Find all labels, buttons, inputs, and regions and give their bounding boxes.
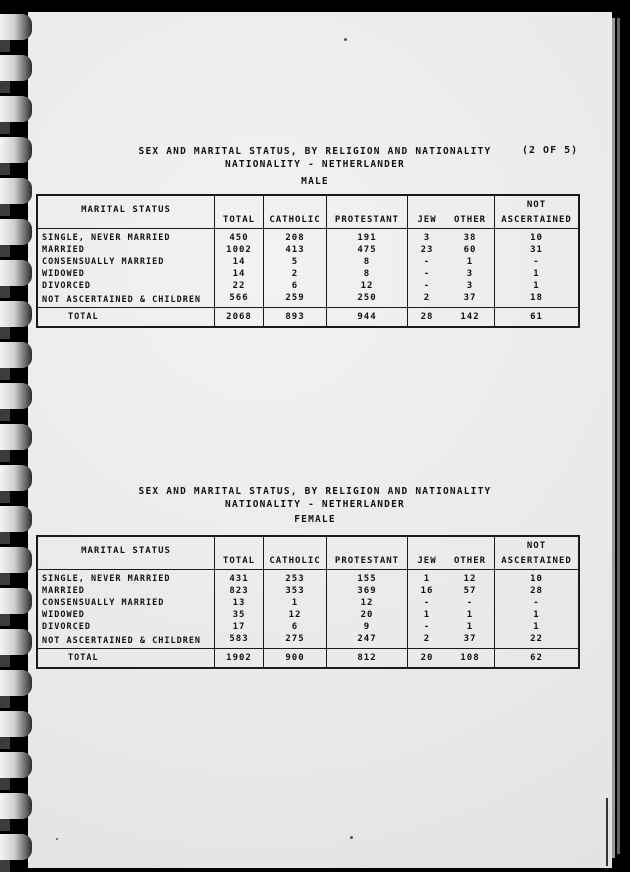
col-header-not-ascertained <box>495 536 580 570</box>
binding-ring-icon <box>0 424 32 450</box>
col-header-not-line1: NOT <box>526 541 547 551</box>
cell-total: 17 <box>215 621 264 633</box>
cell-catholic: 353 <box>264 585 327 597</box>
cell-total: 14 <box>215 256 264 268</box>
cell-jew: - <box>408 280 447 292</box>
row-label: DIVORCED <box>42 281 91 291</box>
cell-total: 35 <box>215 609 264 621</box>
binding-gap <box>0 243 10 257</box>
binding-gap <box>0 776 10 790</box>
cell-jew: - <box>408 597 447 609</box>
total-catholic: 893 <box>264 308 327 328</box>
cell-catholic: 1 <box>264 597 327 609</box>
cell-total: 14 <box>215 268 264 280</box>
binding-ring-icon <box>0 14 32 40</box>
cell-catholic: 5 <box>264 256 327 268</box>
col-header-not-line2: ASCERTAINED <box>501 215 572 225</box>
sex-label: FEMALE <box>294 514 336 525</box>
binding-ring-icon <box>0 547 32 573</box>
cell-not-ascertained: 1 <box>495 280 580 292</box>
ink-speck <box>56 838 58 840</box>
col-header-catholic: CATHOLIC <box>264 536 327 570</box>
nationality-subtitle: NATIONALITY - NETHERLANDER <box>225 159 405 170</box>
cell-not-ascertained: 1 <box>495 268 580 280</box>
cell-protestant: 8 <box>327 256 408 268</box>
cell-total: 450 <box>215 229 264 245</box>
table-row <box>37 585 579 597</box>
binding-ring-icon <box>0 219 32 245</box>
report-title: SEX AND MARITAL STATUS, BY RELIGION AND NATIONALITY <box>138 146 492 157</box>
col-header-total: TOTAL <box>215 195 264 229</box>
table-row <box>37 621 579 633</box>
cell-catholic: 6 <box>264 621 327 633</box>
total-label: TOTAL <box>37 649 215 669</box>
cell-protestant: 9 <box>327 621 408 633</box>
binding-ring-icon <box>0 588 32 614</box>
cell-protestant: 250 <box>327 292 408 308</box>
col-header-other: OTHER <box>446 536 495 570</box>
table-row <box>37 570 579 586</box>
col-header-protestant: PROTESTANT <box>327 195 408 229</box>
binding-gap <box>0 653 10 667</box>
cell-not-ascertained: 31 <box>495 244 580 256</box>
row-label: MARRIED <box>42 586 85 596</box>
cell-catholic: 275 <box>264 633 327 649</box>
cell-catholic: 253 <box>264 570 327 586</box>
row-label: CONSENSUALLY MARRIED <box>42 257 165 267</box>
cell-jew: 2 <box>408 633 447 649</box>
total-other: 108 <box>446 649 495 669</box>
cell-other: 60 <box>463 245 477 255</box>
table-row <box>37 609 579 621</box>
total-jew: 20 <box>408 649 447 669</box>
cell-not-ascertained: 1 <box>495 609 580 621</box>
binding-gap <box>0 79 10 93</box>
total-jew: 28 <box>408 308 447 328</box>
col-header-marital-status: MARITAL STATUS <box>37 195 215 229</box>
binding-gap <box>0 571 10 585</box>
table-row <box>37 280 579 292</box>
cell-total: 583 <box>215 633 264 649</box>
binding-ring-icon <box>0 629 32 655</box>
table-row <box>37 268 579 280</box>
binding-gap <box>0 120 10 134</box>
binding-gap <box>0 407 10 421</box>
row-label: CONSENSUALLY MARRIED <box>42 598 165 608</box>
total-total: 1902 <box>215 649 264 669</box>
cell-total: 22 <box>215 280 264 292</box>
cell-jew: 23 <box>408 244 447 256</box>
cell-other: - <box>466 598 474 608</box>
table-row <box>37 292 579 308</box>
binding-ring-icon <box>0 342 32 368</box>
binding-gap <box>0 448 10 462</box>
header-row <box>37 195 579 229</box>
cell-protestant: 247 <box>327 633 408 649</box>
cell-total: 431 <box>215 570 264 586</box>
back-page-edge <box>606 798 608 866</box>
binding-gap <box>0 530 10 544</box>
row-label: WIDOWED <box>42 269 85 279</box>
spiral-binding <box>0 0 40 872</box>
ink-speck <box>344 38 347 41</box>
cell-protestant: 155 <box>327 570 408 586</box>
total-not-ascertained: 61 <box>495 308 580 328</box>
page-reference: (2 OF 5) <box>522 145 579 156</box>
total-label: TOTAL <box>37 308 215 328</box>
header-row <box>37 536 579 570</box>
cell-jew: 2 <box>408 292 447 308</box>
cell-other: 37 <box>463 293 477 303</box>
row-label: SINGLE, NEVER MARRIED <box>42 233 171 243</box>
cell-not-ascertained: 10 <box>495 229 580 245</box>
cell-total: 566 <box>215 292 264 308</box>
binding-ring-icon <box>0 301 32 327</box>
report-title: SEX AND MARITAL STATUS, BY RELIGION AND NATIONALITY <box>138 486 492 497</box>
binding-gap <box>0 202 10 216</box>
cell-not-ascertained: 28 <box>495 585 580 597</box>
col-header-other: OTHER <box>446 195 495 229</box>
cell-total: 1002 <box>215 244 264 256</box>
cell-other: 57 <box>463 586 477 596</box>
binding-ring-icon <box>0 260 32 286</box>
cell-catholic: 6 <box>264 280 327 292</box>
cell-not-ascertained: 10 <box>495 570 580 586</box>
cell-catholic: 208 <box>264 229 327 245</box>
cell-other: 12 <box>463 574 477 584</box>
table-title-female <box>0 485 630 526</box>
cell-catholic: 2 <box>264 268 327 280</box>
binding-gap <box>0 38 10 52</box>
col-header-total: TOTAL <box>215 536 264 570</box>
cell-catholic: 259 <box>264 292 327 308</box>
cell-not-ascertained: - <box>495 256 580 268</box>
row-label: WIDOWED <box>42 610 85 620</box>
cell-jew: 1 <box>408 609 447 621</box>
sex-label: MALE <box>301 176 329 187</box>
cell-not-ascertained: 1 <box>495 621 580 633</box>
cell-not-ascertained: 22 <box>495 633 580 649</box>
male-marital-status-table <box>36 194 580 328</box>
binding-gap <box>0 366 10 380</box>
col-header-not-ascertained <box>495 195 580 229</box>
total-catholic: 900 <box>264 649 327 669</box>
table-row <box>37 229 579 245</box>
total-not-ascertained: 62 <box>495 649 580 669</box>
total-other: 142 <box>446 308 495 328</box>
total-row <box>37 308 579 328</box>
binding-gap <box>0 817 10 831</box>
table-row <box>37 256 579 268</box>
total-protestant: 812 <box>327 649 408 669</box>
row-label: SINGLE, NEVER MARRIED <box>42 574 171 584</box>
binding-ring-icon <box>0 96 32 122</box>
cell-jew: - <box>408 256 447 268</box>
col-header-catholic: CATHOLIC <box>264 195 327 229</box>
cell-total: 13 <box>215 597 264 609</box>
total-protestant: 944 <box>327 308 408 328</box>
binding-gap <box>0 858 10 872</box>
row-label: NOT ASCERTAINED & CHILDREN <box>42 294 202 305</box>
cell-protestant: 20 <box>327 609 408 621</box>
binding-ring-icon <box>0 834 32 860</box>
row-label: NOT ASCERTAINED & CHILDREN <box>42 635 202 646</box>
binding-ring-icon <box>0 670 32 696</box>
cell-protestant: 191 <box>327 229 408 245</box>
binding-ring-icon <box>0 383 32 409</box>
row-label: MARRIED <box>42 245 85 255</box>
cell-protestant: 12 <box>327 597 408 609</box>
cell-catholic: 413 <box>264 244 327 256</box>
cell-other: 3 <box>466 269 474 279</box>
binding-ring-icon <box>0 711 32 737</box>
cell-protestant: 12 <box>327 280 408 292</box>
cell-total: 823 <box>215 585 264 597</box>
cell-not-ascertained: 18 <box>495 292 580 308</box>
total-row <box>37 649 579 669</box>
total-total: 2068 <box>215 308 264 328</box>
col-header-not-line2: ASCERTAINED <box>501 556 572 566</box>
binding-ring-icon <box>0 752 32 778</box>
col-header-marital-status: MARITAL STATUS <box>37 536 215 570</box>
cell-other: 1 <box>466 257 474 267</box>
nationality-subtitle: NATIONALITY - NETHERLANDER <box>225 499 405 510</box>
col-header-not-line1: NOT <box>526 200 547 210</box>
cell-other: 3 <box>466 281 474 291</box>
female-marital-status-table <box>36 535 580 669</box>
binding-ring-icon <box>0 793 32 819</box>
row-label: DIVORCED <box>42 622 91 632</box>
page-edge <box>617 18 620 854</box>
cell-jew: 1 <box>408 570 447 586</box>
cell-other: 38 <box>463 233 477 243</box>
binding-gap <box>0 694 10 708</box>
ink-speck <box>350 836 353 839</box>
binding-gap <box>0 284 10 298</box>
page-edge <box>612 18 615 858</box>
binding-ring-icon <box>0 55 32 81</box>
cell-protestant: 369 <box>327 585 408 597</box>
table-row <box>37 597 579 609</box>
binding-gap <box>0 325 10 339</box>
binding-gap <box>0 735 10 749</box>
col-header-jew: JEW <box>408 195 447 229</box>
cell-catholic: 12 <box>264 609 327 621</box>
col-header-jew: JEW <box>408 536 447 570</box>
cell-other: 37 <box>463 634 477 644</box>
cell-protestant: 475 <box>327 244 408 256</box>
cell-jew: - <box>408 268 447 280</box>
table-row <box>37 244 579 256</box>
cell-other: 1 <box>466 610 474 620</box>
cell-protestant: 8 <box>327 268 408 280</box>
table-row <box>37 633 579 649</box>
binding-gap <box>0 612 10 626</box>
cell-not-ascertained: - <box>495 597 580 609</box>
col-header-protestant: PROTESTANT <box>327 536 408 570</box>
cell-jew: 3 <box>408 229 447 245</box>
cell-other: 1 <box>466 622 474 632</box>
document-page <box>28 12 612 868</box>
cell-jew: 16 <box>408 585 447 597</box>
cell-jew: - <box>408 621 447 633</box>
